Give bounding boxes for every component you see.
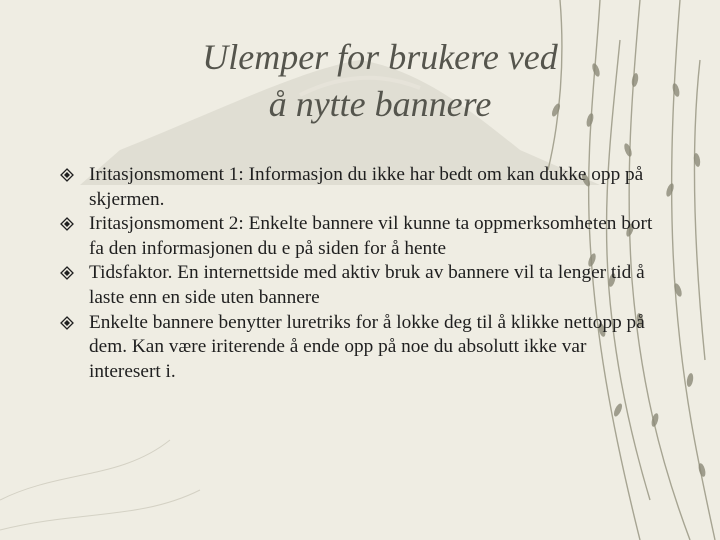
diamond-bullet-icon: [60, 217, 74, 231]
bullet-text: Iritasjonsmoment 1: Informasjon du ikke har bedt om kan dukke opp på skjermen.: [89, 164, 644, 210]
bullet-item: [60, 311, 660, 385]
bullet-item: [60, 163, 660, 212]
bullet-list: [60, 163, 660, 384]
slide-title-line-2: å nytte bannere: [268, 84, 492, 124]
slide-title-line-1: Ulemper for brukere ved: [202, 37, 558, 77]
bullet-text: Tidsfaktor. En internettside med aktiv bruk av bannere vil ta lenger tid å laste enn en side uten bannere: [89, 262, 645, 308]
bullet-item: [60, 261, 660, 310]
bullet-item: [60, 212, 660, 261]
slide-title: [110, 34, 650, 128]
diamond-bullet-icon: [60, 168, 74, 182]
diamond-bullet-icon: [60, 316, 74, 330]
diamond-bullet-icon: [60, 266, 74, 280]
bullet-text: Iritasjonsmoment 2: Enkelte bannere vil kunne ta oppmerksomheten bort fa den informasjonen du e på siden for å hente: [89, 213, 653, 259]
bullet-text: Enkelte bannere benytter luretriks for å lokke deg til å klikke nettopp på dem. Kan være iriterende å ende opp på noe du absolutt ikke var interesert i.: [89, 311, 645, 382]
